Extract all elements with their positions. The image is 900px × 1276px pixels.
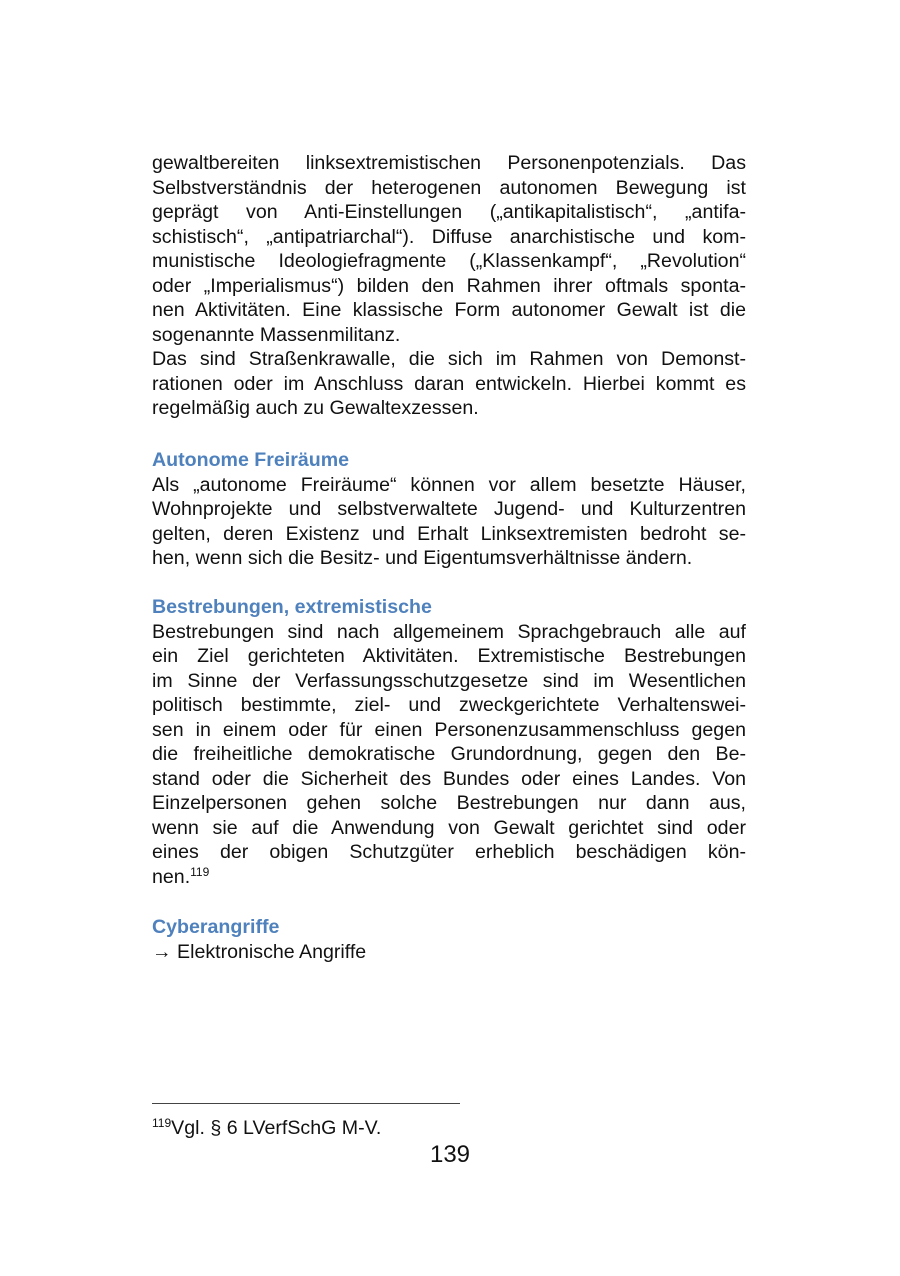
page-number: 139 (429, 1141, 471, 1168)
text-line-content: die freiheitliche demokratische Grundordnung, gegen den Be- (152, 743, 746, 765)
text-line (152, 767, 746, 792)
text-line-content: munistische Ideologiefragmente („Klassenkampf“, „Revolution“ (152, 250, 746, 272)
text-line-content: politisch bestimmte, ziel- und zweckgerichtete Verhaltenswei- (152, 694, 746, 716)
text-line (152, 644, 746, 669)
text-line (152, 546, 746, 571)
text-line (152, 200, 746, 225)
text-line-content: Bestrebungen sind nach allgemeinem Sprachgebrauch alle auf (152, 620, 746, 643)
section (152, 915, 746, 964)
text-line (152, 298, 746, 323)
section (152, 595, 746, 889)
text-line-content: sogenannte Massenmilitanz. (152, 323, 401, 346)
text-line (152, 396, 746, 421)
text-line-content: ein Ziel gerichteten Aktivitäten. Extremistische Bestrebungen (152, 645, 746, 667)
text-line-content: Als „autonome Freiräume“ können vor allem besetzte Häuser, (152, 473, 746, 496)
text-line (152, 718, 746, 743)
text-line (152, 620, 746, 645)
section (152, 151, 746, 421)
text-line (152, 816, 746, 841)
text-line (152, 742, 746, 767)
text-line-content: Wohnprojekte und selbstverwaltete Jugend- und Kulturzentren (152, 498, 746, 520)
text-line-content: stand oder die Sicherheit des Bundes oder eines Landes. Von (152, 767, 746, 790)
text-line-content: sen in einem oder für einen Personenzusammenschluss gegen (152, 718, 746, 741)
text-line-content: gewaltbereiten linksextremistischen Personenpotenzials. Das (152, 152, 746, 174)
text-line (152, 522, 746, 547)
text-line-content: regelmäßig auch zu Gewaltexzessen. (152, 397, 479, 419)
text-line (152, 249, 746, 274)
text-line-content: → Elektronische Angriffe (152, 940, 367, 963)
text-line (152, 840, 746, 865)
text-line-content: rationen oder im Anschluss daran entwickeln. Hierbei kommt es (152, 372, 746, 395)
text-line-content: oder „Imperialismus“) bilden den Rahmen ihrer oftmals sponta- (152, 274, 746, 297)
text-line (152, 693, 746, 718)
text-line-content: im Sinne der Verfassungsschutzgesetze sind im Wesentlichen (152, 669, 746, 692)
text-line (152, 791, 746, 816)
section-heading: Autonome Freiräume (152, 449, 350, 471)
footnote (152, 1116, 381, 1140)
text-line (152, 274, 746, 299)
footnote-text: Vgl. § 6 LVerfSchG M-V. (171, 1117, 382, 1139)
text-line-content: schistisch“, „antipatriarchal“). Diffuse anarchistische und kom- (152, 225, 746, 248)
section (152, 448, 746, 571)
text-line-content: eines der obigen Schutzgüter erheblich beschädigen kön- (152, 841, 746, 863)
text-line-content: Das sind Straßenkrawalle, die sich im Rahmen von Demonst- (152, 348, 746, 370)
text-line (152, 225, 746, 250)
text-line (152, 473, 746, 498)
section-heading: Bestrebungen, extremistische (152, 596, 432, 618)
text-line (152, 865, 746, 890)
text-line-content: Einzelpersonen gehen solche Bestrebungen nur dann aus, (152, 792, 746, 814)
text-line-content: nen Aktivitäten. Eine klassische Form autonomer Gewalt ist die (152, 299, 746, 321)
footnote-reference[interactable]: 119 (190, 864, 210, 879)
text-line (152, 940, 746, 965)
section-heading: Cyberangriffe (152, 916, 280, 938)
text-line-content: wenn sie auf die Anwendung von Gewalt gerichtet sind oder (152, 816, 746, 839)
footnote-divider (152, 1103, 460, 1104)
text-line-content: geprägt von Anti-Einstellungen („antikapitalistisch“, „antifa- (152, 201, 746, 223)
text-line (152, 151, 746, 176)
text-line (152, 669, 746, 694)
text-line-content: nen. (152, 865, 191, 888)
text-line-content: gelten, deren Existenz und Erhalt Linksextremisten bedroht se- (152, 522, 746, 545)
text-line-content: hen, wenn sich die Besitz- und Eigentumsverhältnisse ändern. (152, 547, 693, 569)
text-line (152, 176, 746, 201)
text-line (152, 372, 746, 397)
text-line (152, 347, 746, 372)
text-line-content: Selbstverständnis der heterogenen autonomen Bewegung ist (152, 176, 746, 199)
text-line (152, 497, 746, 522)
text-line (152, 323, 746, 348)
footnote-number: 119 (152, 1116, 172, 1130)
